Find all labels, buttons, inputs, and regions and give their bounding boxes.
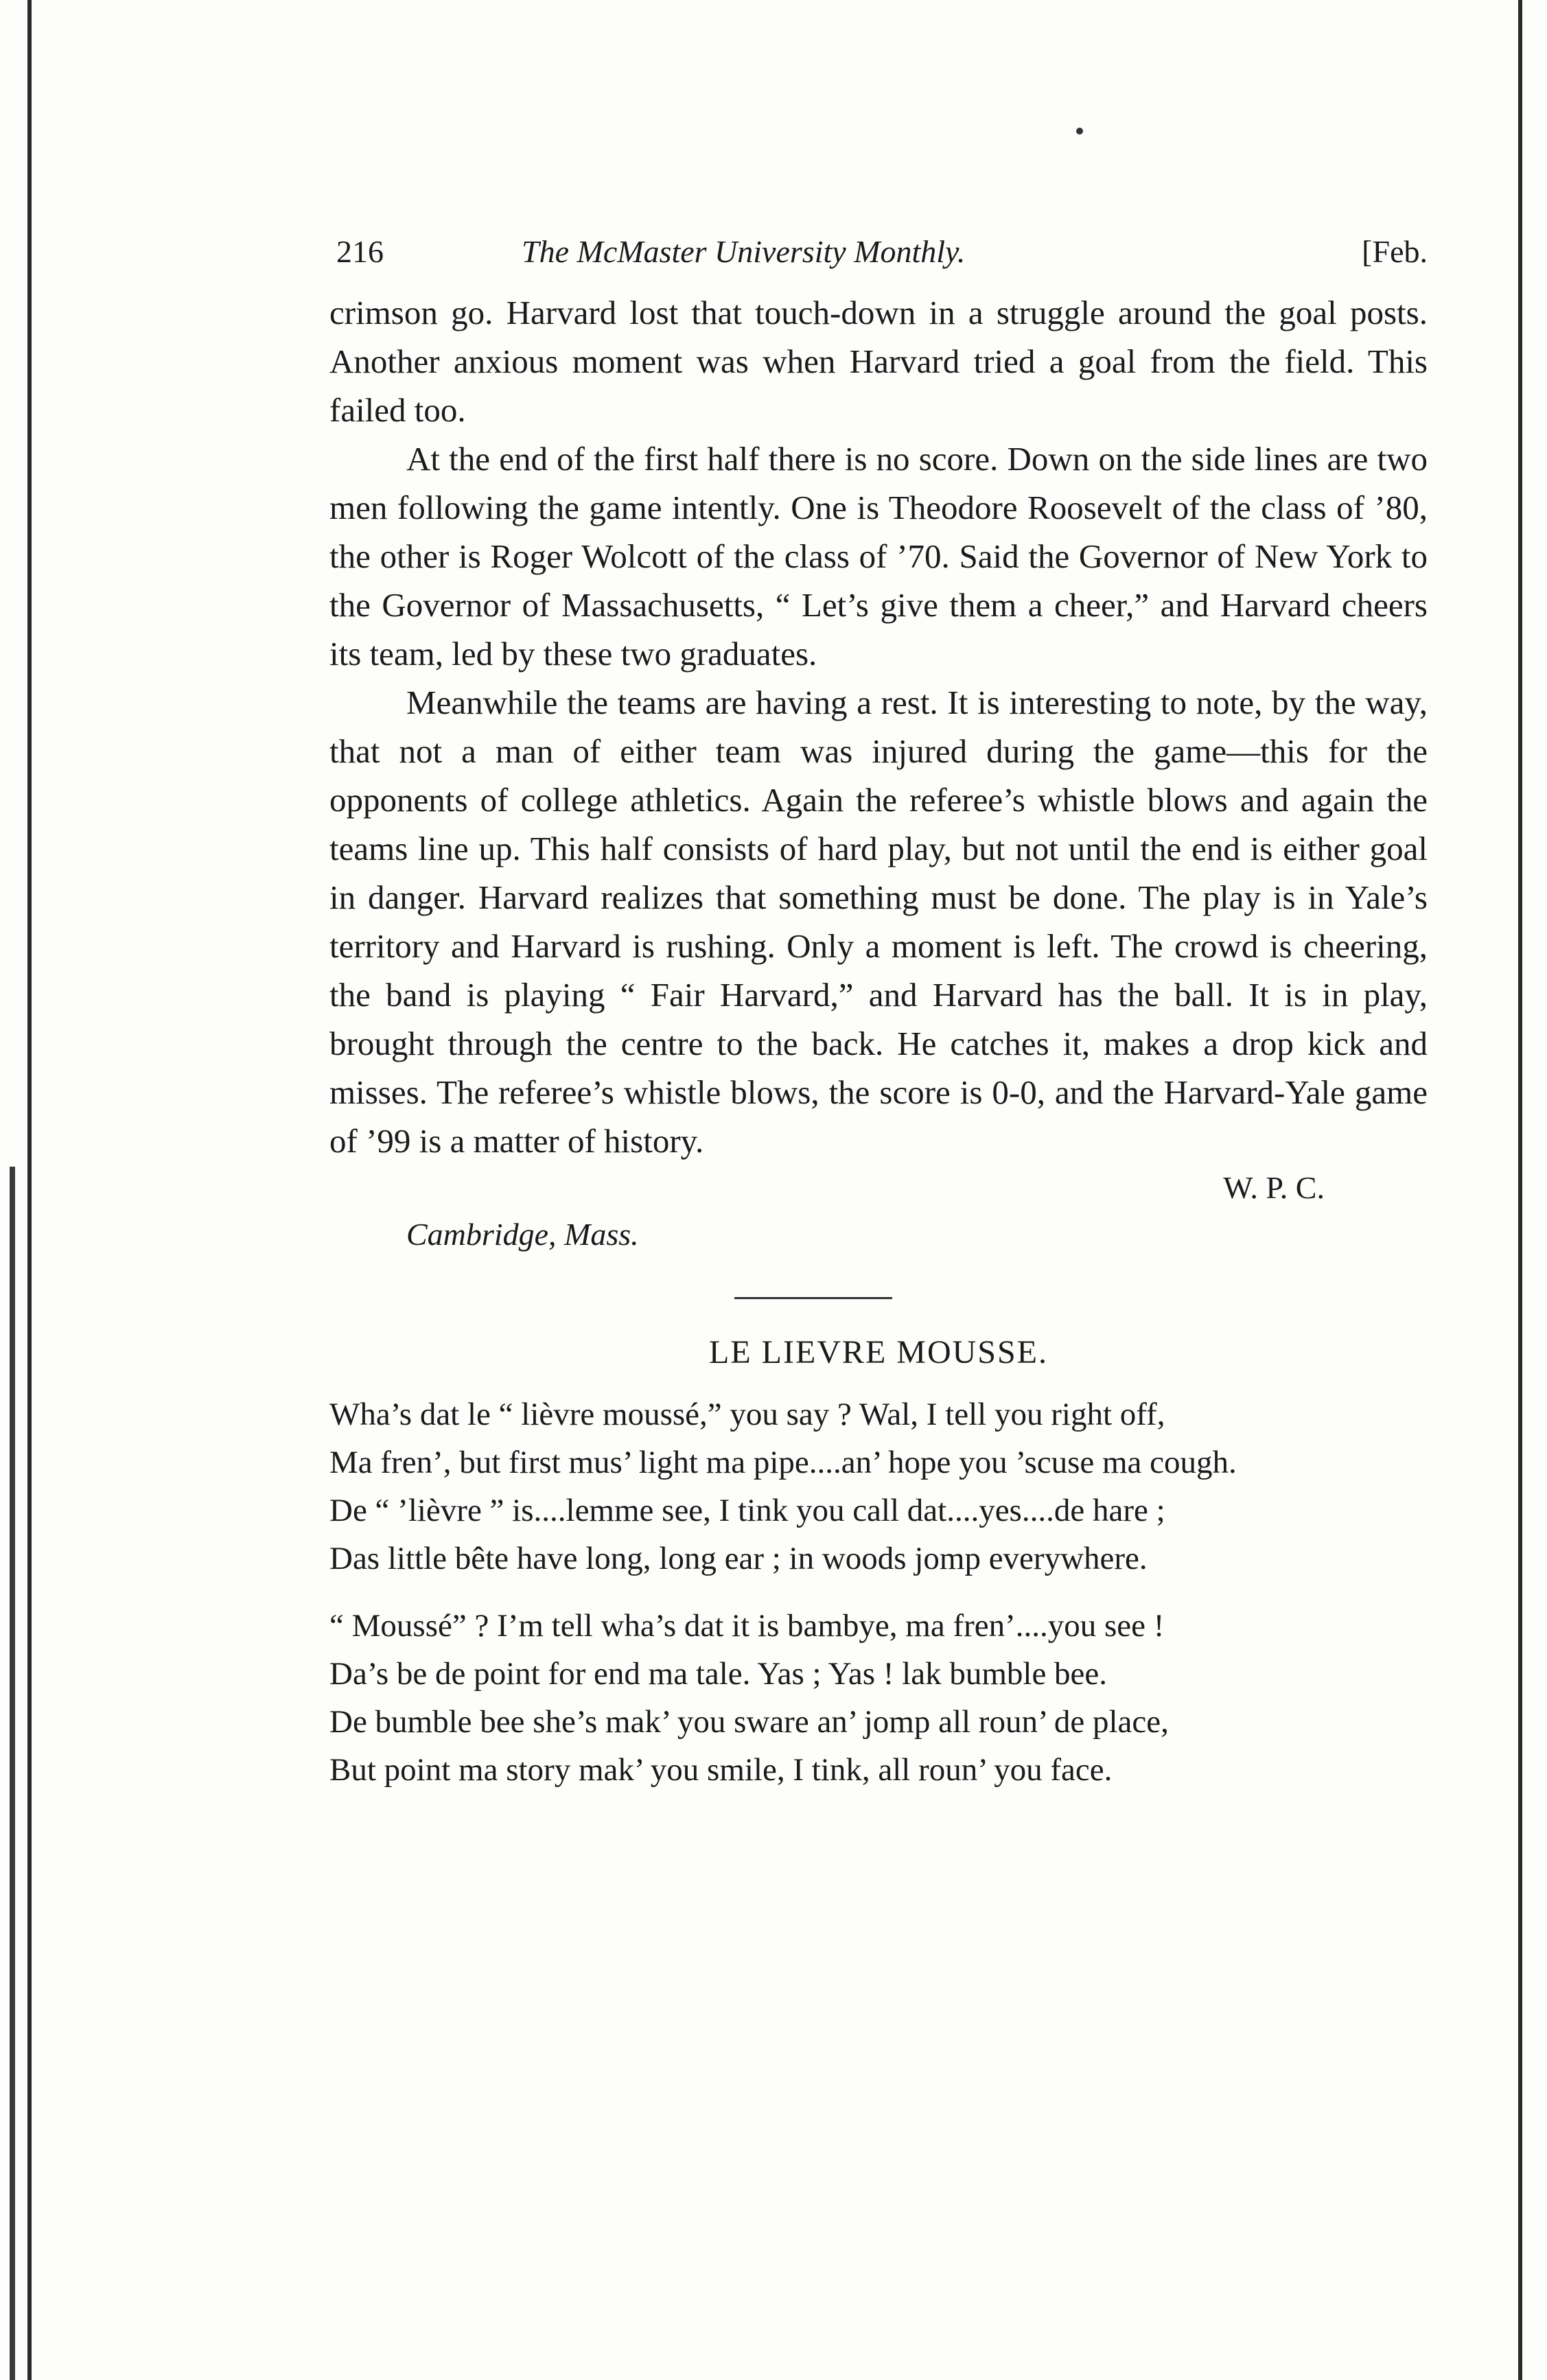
- paragraph: Meanwhile the teams are having a rest. It is interesting to note, by the way, that not a man of either team was injured during the game—this for the opponents of college athletics. Again the referee’s whistle blows and again the teams line up. This half consists of hard play, but not until the end is either goal in danger. Harvard realizes that something must be done. The play is in Yale’s territory and Harvard is rushing. Only a moment is left. The crowd is cheering, the band is playing “ Fair Harvard,” and Harvard has the ball. It is in play, brought through the centre to the back. He catches it, makes a drop kick and misses. The referee’s whistle blows, the score is 0-0, and the Harvard-Yale game of ’99 is a matter of history.: [329, 684, 1428, 1160]
- page: [329, 233, 1428, 1813]
- author-initials: W. P. C.: [1223, 1170, 1325, 1205]
- poem-line: Wha’s dat le “ lièvre moussé,” you say ? Wal, I tell you right off,: [329, 1397, 1165, 1432]
- stanza: [329, 1602, 1428, 1794]
- scan-speck: [1076, 128, 1083, 135]
- scan-edge-left: [27, 0, 32, 2380]
- poem-line: Das little bête have long, long ear ; in woods jomp everywhere.: [329, 1541, 1148, 1576]
- section-divider: [734, 1297, 892, 1299]
- issue-month: [Feb.: [1362, 234, 1428, 269]
- stanza: [329, 1390, 1428, 1583]
- paragraph: At the end of the first half there is no score. Down on the side lines are two men following the game intently. One is Theodore Roosevelt of the class of ’80, the other is Roger Wolcott of the class of ’70. Said the Governor of New York to the Governor of Massachusetts, “ Let’s give them a cheer,” and Harvard cheers its team, led by these two graduates.: [329, 440, 1428, 673]
- poem-line: Da’s be de point for end ma tale. Yas ; Yas ! lak bumble bee.: [329, 1656, 1108, 1692]
- journal-title: The McMaster University Monthly.: [522, 234, 966, 269]
- poem-line: “ Moussé” ? I’m tell wha’s dat it is bambye, ma fren’....you see !: [329, 1608, 1165, 1644]
- poem-line: But point ma story mak’ you smile, I tink, all roun’ you face.: [329, 1752, 1113, 1788]
- paragraph: crimson go. Harvard lost that touch-down in a struggle around the goal posts. Another anxious moment was when Harvard tried a goal from the field. This failed too.: [329, 294, 1428, 429]
- poem-line: De “ ’lièvre ” is....lemme see, I tink you call dat....yes....de hare ;: [329, 1493, 1165, 1528]
- poem-line: De bumble bee she’s mak’ you sware an’ jomp all roun’ de place,: [329, 1704, 1169, 1740]
- article-body: [329, 288, 1428, 1165]
- dateline-place: Cambridge, Mass.: [406, 1217, 639, 1252]
- running-header: [329, 233, 1428, 288]
- poem: [329, 1390, 1428, 1794]
- scan-edge-left-inner: [10, 1167, 15, 2380]
- poem-title: LE LIEVRE MOUSSE.: [709, 1334, 1048, 1370]
- page-number: 216: [336, 234, 384, 269]
- scan-edge-right: [1518, 0, 1522, 2380]
- poem-line: Ma fren’, but first mus’ light ma pipe....an’ hope you ’scuse ma cough.: [329, 1445, 1237, 1480]
